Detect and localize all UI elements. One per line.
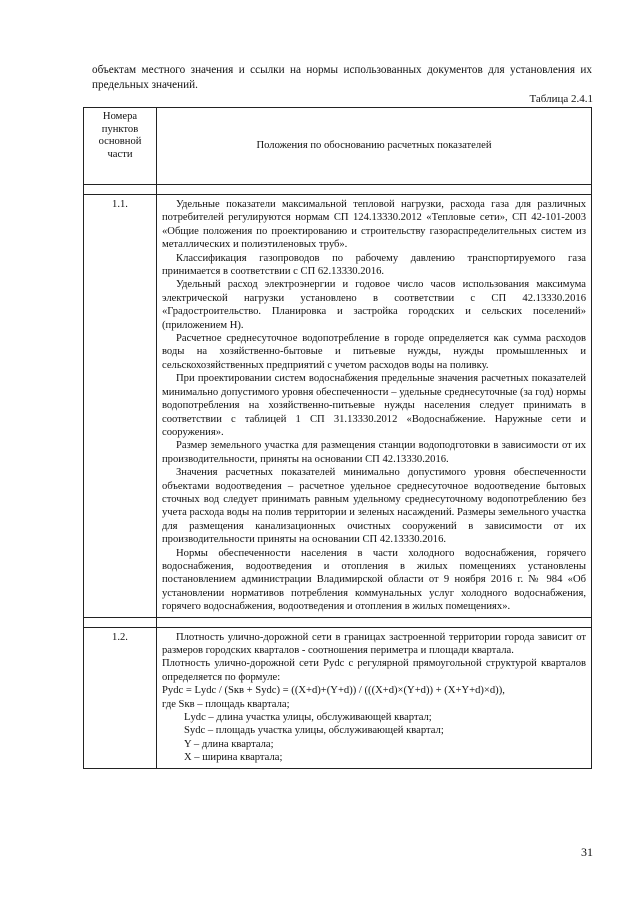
paragraph: При проектировании систем водоснабжения предельные значения расчетных показателей минимально допустимого уровня обеспеченности – удельные среднесуточные (за год) нормы водопотребления на хозяйственно-питьевые нужды населения следует принимать в соответствии с таблицей 1 СП 31.13330.2012 «Водоснабжение. Наружные сети и сооружения». bbox=[162, 373, 586, 438]
paragraph: Плотность улично-дорожной сети Руdс с регулярной прямоугольной структурой кварталов определяется по формуле: bbox=[162, 658, 586, 683]
definition-item: Lуdс – длина участка улицы, обслуживающей квартал; bbox=[184, 712, 432, 724]
paragraph: Классификация газопроводов по рабочему давлению транспортируемого газа принимается в соответствии с СП 62.13330.2016. bbox=[162, 252, 586, 278]
paragraph: Удельные показатели максимальной тепловой нагрузки, расхода газа для различных потребителей регулируются нормам СП 124.13330.2012 «Тепловые сети», СП 42-101-2003 «Общие положения по проектированию и строительству газораспределительных систем из металлических и полиэтиленовых труб». bbox=[162, 199, 586, 251]
paragraph: Размер земельного участка для размещения станции водоподготовки в зависимости от их производительности, приняты на основании СП 42.13330.2016. bbox=[162, 440, 586, 465]
row-number: 1.2. bbox=[84, 627, 157, 768]
row-content bbox=[157, 195, 592, 618]
paragraph: Значения расчетных показателей минимально допустимого уровня обеспеченности объектами водоотведения – расчетное удельное среднесуточное водоотведение бытовых сточных вод следует принимать равным удельному среднесуточному водопотреблению без учета расхода воды на полив территории и зеленых насаждений. Размеры земельного участка для размещения канализационных очистных сооружений в зависимости от их производительности приняты на основании СП 42.13330.2016. bbox=[162, 467, 586, 546]
table-spacer-row bbox=[84, 617, 592, 627]
paragraph: Расчетное среднесуточное водопотребление в городе определяется как сумма расходов воды на хозяйственно-бытовые и питьевые нужды, нужды промышленных и сельскохозяйственных предприятий с учетом расходов воды на поливку. bbox=[162, 333, 586, 371]
table-label: Таблица 2.4.1 bbox=[529, 93, 593, 105]
intro-paragraph: объектам местного значения и ссылки на нормы использованных документов для установления их предельных значений. bbox=[92, 64, 592, 91]
formula: Руdс = Lуdс / (Sкв + Sуdс) = ((X+d)+(Y+d)) / (((X+d)×(Y+d)) + (X+Y+d)×d)), bbox=[162, 685, 505, 697]
table-spacer-row bbox=[84, 185, 592, 195]
definition-item: Sуdс – площадь участка улицы, обслуживающей квартал; bbox=[184, 725, 444, 737]
justification-table bbox=[83, 107, 592, 769]
definition-item: где Sкв – площадь квартала; bbox=[162, 698, 290, 710]
page-number: 31 bbox=[581, 845, 593, 859]
row-number: 1.1. bbox=[84, 195, 157, 618]
definition-item: Y – длина квартала; bbox=[184, 738, 274, 750]
definition-item: X – ширина квартала; bbox=[184, 752, 283, 764]
paragraph: Нормы обеспеченности населения в части холодного водоснабжения, горячего водоснабжения, водоотведения и отопления в жилых помещениях установлены постановлением администрации Владимирской области от 9 ноября 2016 г. № 984 «Об установлении нормативов потребления коммунальных услуг холодного водоснабжения, горячего водоснабжения, водоотведения и отопления в жилых помещениях». bbox=[162, 547, 586, 613]
table-row bbox=[84, 195, 592, 618]
table-row bbox=[84, 627, 592, 768]
paragraph: Удельный расход электроэнергии и годовое число часов использования максимума электрической нагрузки установлено в соответствии с СП 42.13330.2016 «Градостроительство. Планировка и застройка городских и сельских поселений» (приложением Н). bbox=[162, 279, 586, 331]
table-header-row bbox=[84, 108, 592, 185]
paragraph: Плотность улично-дорожной сети в границах застроенной территории города зависит от размеров городских кварталов - соотношения периметра и площади квартала. bbox=[162, 631, 586, 656]
header-col-provisions: Положения по обоснованию расчетных показателей bbox=[157, 108, 592, 185]
header-col-number: Номера пунктов основной части bbox=[84, 108, 157, 185]
row-content bbox=[157, 627, 592, 768]
